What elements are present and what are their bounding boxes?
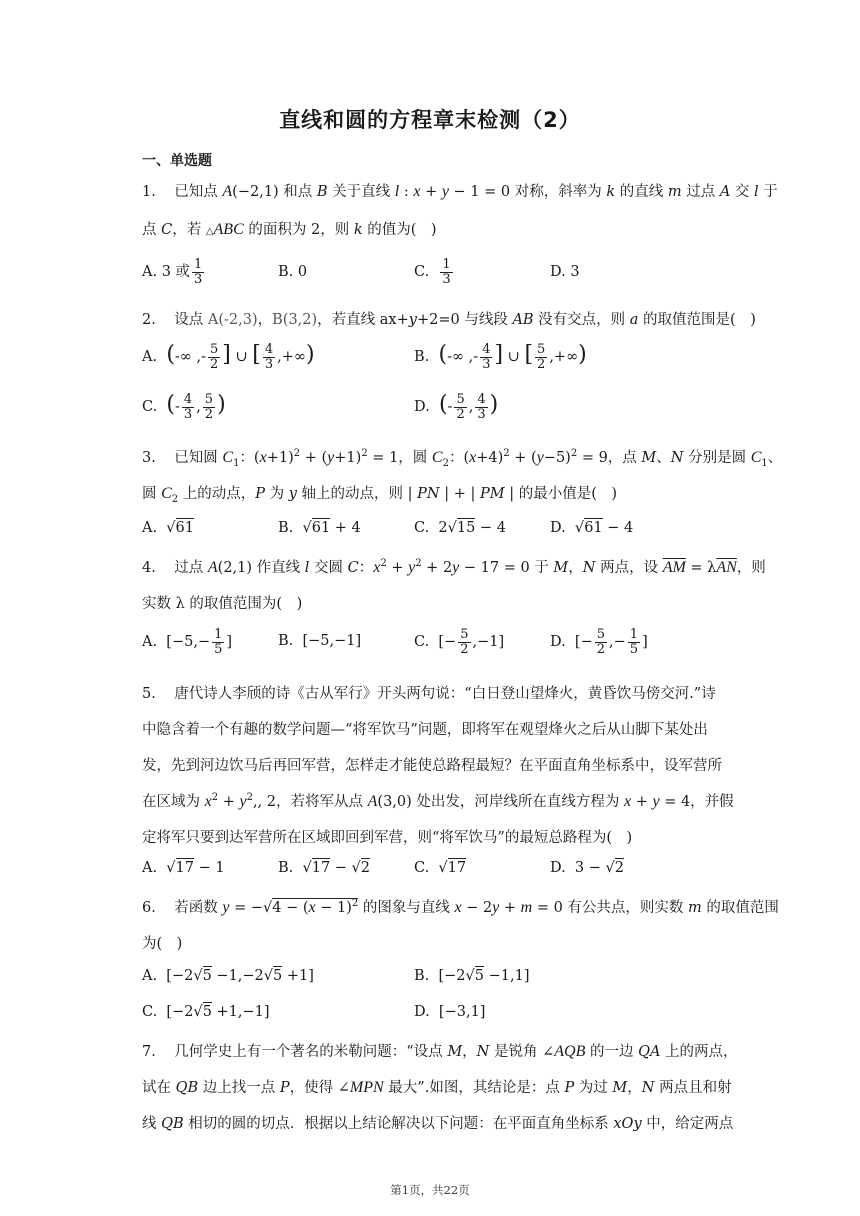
q6-option-c: C. [−2√5 +1,−1] bbox=[142, 1004, 270, 1020]
q3-option-c: C. 2√15 − 4 bbox=[414, 520, 506, 536]
q5-option-c: C. √17 bbox=[414, 860, 467, 876]
q2-option-a: A. (-∞ ,- $\frac{5}{2}$ ] ∪ [ $\frac{4}{3}$ ,+∞) bbox=[142, 341, 315, 372]
q5-option-d: D. 3 − √2 bbox=[550, 860, 625, 876]
q1-option-a: A. 3 或 $\frac{1}{3}$ bbox=[142, 257, 203, 287]
question-5-line-4: 在区域为 $x^2 + y^2$,, 2，若将军从点 A(3,0) 处出发，河岸线所在直线方程为 x + y = 4，并假 bbox=[142, 792, 734, 810]
q5-option-a: A. √17 − 1 bbox=[142, 860, 225, 876]
question-3-line-1: 3. 已知圆 $C_1$：$(x+1)^2 + (y+1)^2 = 1$，圆 $C_2$：$(x+4)^2 + (y-5)^2 = 9$，点 M、N 分别是圆 $C_1$、 bbox=[142, 448, 783, 469]
q6-option-b: B. [−2√5 −1,1] bbox=[414, 968, 530, 984]
question-1-line-1: 1. 已知点 A(−2,1) 和点 B 关于直线 l : x + y − 1 = 0 对称，斜率为 k 的直线 m 过点 A 交 l 于 bbox=[142, 183, 778, 200]
page-footer: 第1页，共22页 bbox=[390, 1183, 470, 1197]
question-4-line-2: 实数 λ 的取值范围为( ) bbox=[142, 596, 303, 612]
q2-option-c: C. (- $\frac{4}{3}$ , $\frac{5}{2}$ ) bbox=[142, 391, 226, 422]
question-5-line-3: 发，先到河边饮马后再回军营，怎样走才能使总路程最短？在平面直角坐标系中，设军营所 bbox=[142, 758, 722, 774]
q4-option-d: D. [− $\frac{5}{2}$ ,− $\frac{1}{5}$ ] bbox=[550, 627, 648, 657]
q3-option-a: A. √61 bbox=[142, 520, 194, 536]
q2-option-b: B. (-∞ ,- $\frac{4}{3}$ ] ∪ [ $\frac{5}{2}$ ,+∞) bbox=[414, 341, 587, 372]
question-2-line-1: 2. 设点 A(-2,3)，B(3,2)，若直线 ax+y+2=0 与线段 AB 没有交点，则 a 的取值范围是( ) bbox=[142, 312, 756, 328]
q4-option-c: C. [− $\frac{5}{2}$ ,−1] bbox=[414, 627, 505, 657]
question-6-line-2: 为( ) bbox=[142, 936, 183, 952]
question-4-line-1: 4. 过点 A(2,1) 作直线 l 交圆 C：$x^2 + y^2 + 2y - 17 = 0$ 于 M，N 两点，设 $\overline{AM} = \lambda\overline{AN}$，则 bbox=[142, 558, 766, 576]
question-5-line-2: 中隐含着一个有趣的数学问题—“将军饮马”问题，即将军在观望烽火之后从山脚下某处出 bbox=[142, 722, 708, 738]
q1-option-d: D. 3 bbox=[550, 264, 580, 280]
q4-option-b: B. [−5,−1] bbox=[278, 633, 362, 649]
q1-option-b: B. 0 bbox=[278, 264, 308, 280]
question-6-line-1: 6. 若函数 $y = -√4 - (x - 1)^2$ 的图象与直线 x − 2y + m = 0 有公共点，则实数 m 的取值范围 bbox=[142, 898, 779, 916]
question-7-line-2: 试在 QB 边上找一点 P，使得 ∠MPN 最大”.如图，其结论是：点 P 为过 M，N 两点且和射 bbox=[142, 1079, 732, 1096]
question-7-line-3: 线 QB 相切的圆的切点．根据以上结论解决以下问题：在平面直角坐标系 xOy 中，给定两点 bbox=[142, 1116, 734, 1132]
q6-option-d: D. [−3,1] bbox=[414, 1004, 486, 1020]
q6-option-a: A. [−2√5 −1,−2√5 +1] bbox=[142, 968, 314, 984]
question-5-line-1: 5. 唐代诗人李颀的诗《古从军行》开头两句说：“白日登山望烽火，黄昏饮马傍交河.”诗 bbox=[142, 686, 716, 702]
q3-option-b: B. √61 + 4 bbox=[278, 520, 361, 536]
question-5-line-5: 定将军只要到达军营所在区域即回到军营，则“将军饮马”的最短总路程为( ) bbox=[142, 830, 633, 846]
q3-option-d: D. √61 − 4 bbox=[550, 520, 634, 536]
q5-option-b: B. √17 − √2 bbox=[278, 860, 371, 876]
page-title: 直线和圆的方程章末检测（2） bbox=[279, 108, 581, 132]
q1-option-c: C. $\frac{1}{3}$ bbox=[414, 257, 451, 287]
question-7-line-1: 7. 几何学史上有一个著名的米勒问题：“设点 M，N 是锐角 ∠AQB 的一边 QA 上的两点， bbox=[142, 1043, 738, 1060]
question-3-line-2: 圆 $C_2$ 上的动点，P 为 y 轴上的动点，则 | PN | + | PM | 的最小值是( ) bbox=[142, 485, 618, 505]
q2-option-d: D. (- $\frac{5}{2}$ , $\frac{4}{3}$ ) bbox=[414, 391, 499, 422]
section-heading: 一、单选题 bbox=[142, 153, 212, 169]
q4-option-a: A. [−5,− $\frac{1}{5}$ ] bbox=[142, 627, 233, 657]
question-1-line-2: 点 C，若 △ABC 的面积为 2，则 k 的值为( ) bbox=[142, 221, 437, 238]
